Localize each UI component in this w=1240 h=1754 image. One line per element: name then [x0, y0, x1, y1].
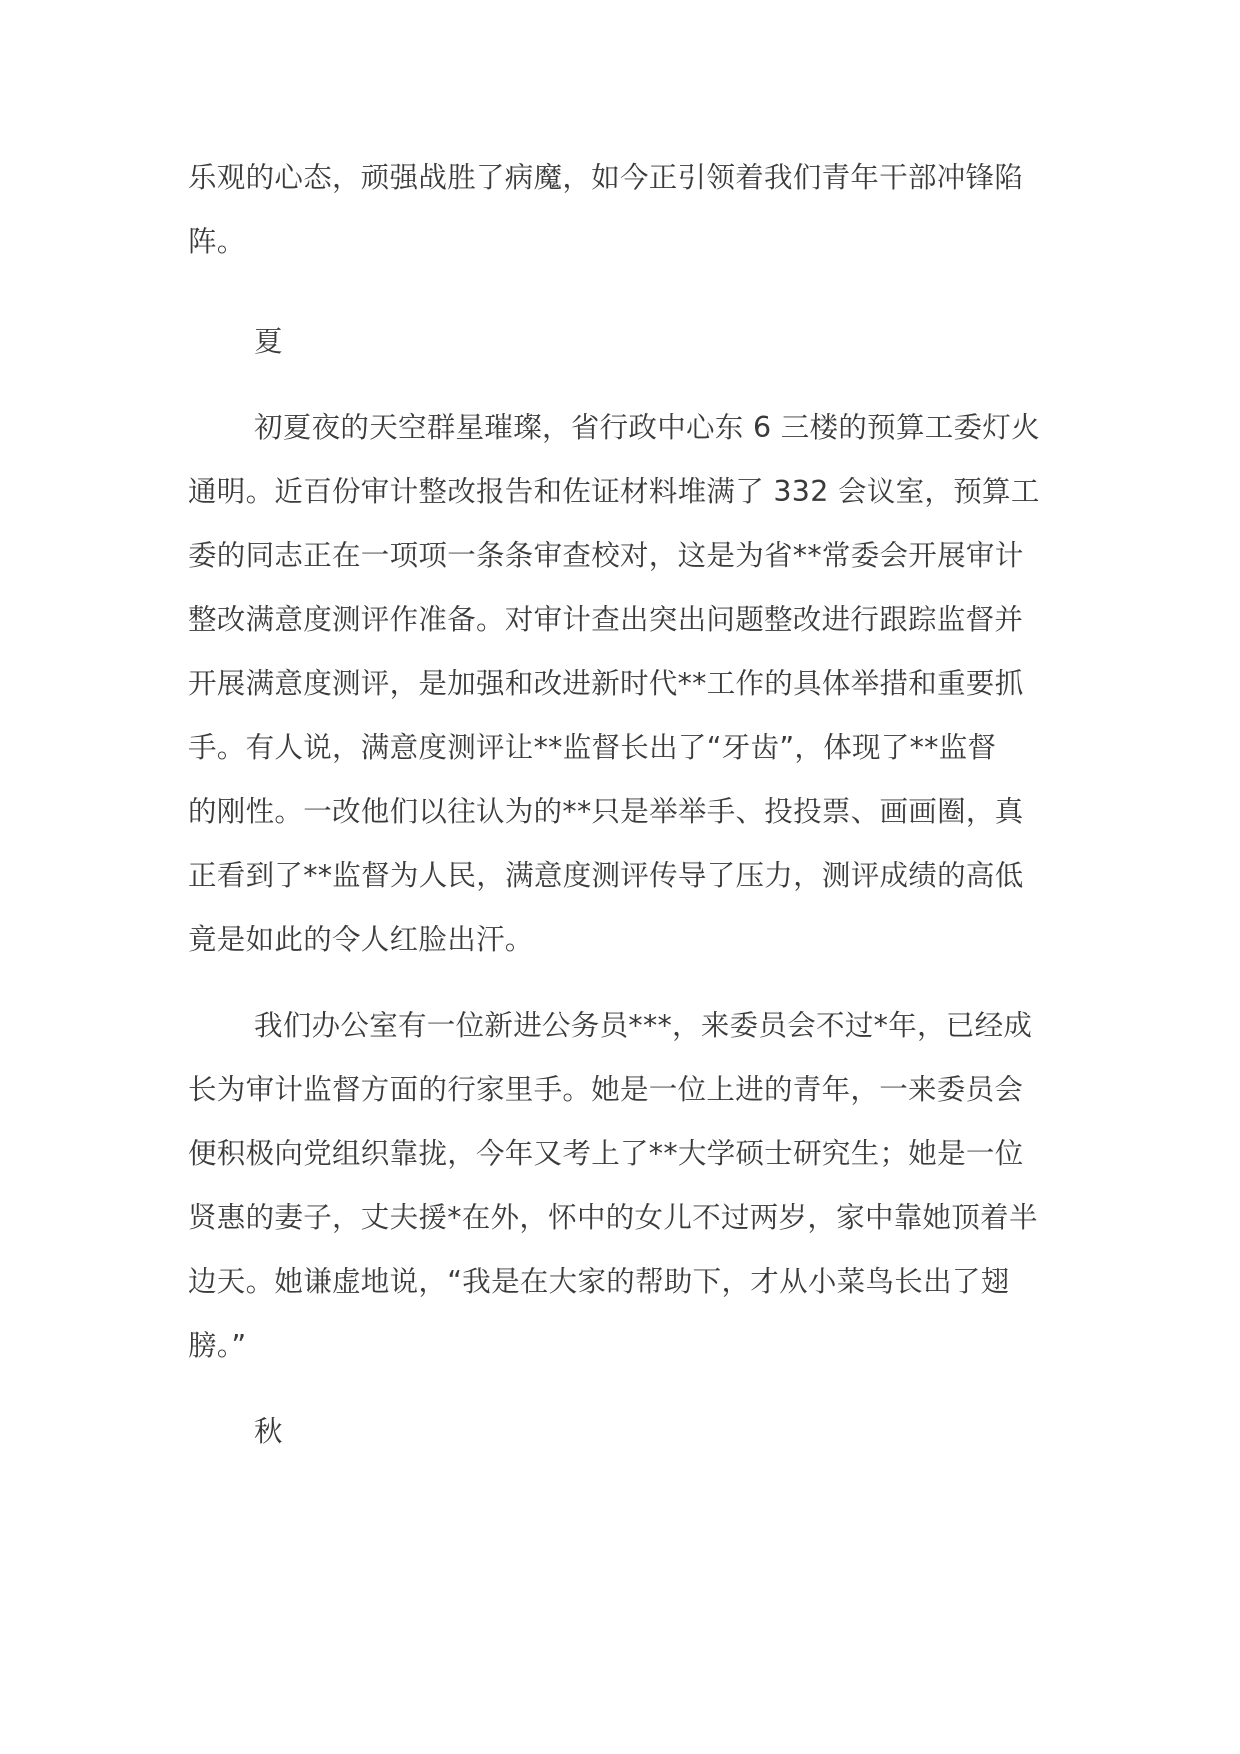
text-line-10: 正看到了**监督为人民，满意度测评传导了压力，测评成绩的高低 [188, 859, 1024, 892]
text-line-15: 贤惠的妻子，丈夫援*在外，怀中的女儿不过两岁，家中靠她顶着半 [188, 1201, 1038, 1234]
text-line-13: 长为审计监督方面的行家里手。她是一位上进的青年，一来委员会 [188, 1073, 1024, 1106]
text-line-7: 开展满意度测评，是加强和改进新时代**工作的具体举措和重要抓 [188, 667, 1024, 700]
text-line-3: 初夏夜的天空群星璀璨，省行政中心东 6 三楼的预算工委灯火 [254, 411, 1040, 444]
text-line-6: 整改满意度测评作准备。对审计查出突出问题整改进行跟踪监督并 [188, 603, 1024, 636]
text-line-14: 便积极向党组织靠拢，今年又考上了**大学硕士研究生；她是一位 [188, 1137, 1024, 1170]
text-line-16: 边天。她谦虚地说，“我是在大家的帮助下，才从小菜鸟长出了翅 [188, 1265, 1010, 1298]
text-line-5: 委的同志正在一项项一条条审查校对，这是为省**常委会开展审计 [188, 539, 1024, 572]
section-heading-autumn: 秋 [254, 1415, 283, 1448]
section-heading-summer: 夏 [254, 325, 283, 358]
text-line-12: 我们办公室有一位新进公务员***，来委员会不过*年，已经成 [254, 1009, 1033, 1042]
text-line-11: 竟是如此的令人红脸出汗。 [188, 923, 534, 956]
text-line-4: 通明。近百份审计整改报告和佐证材料堆满了 332 会议室，预算工 [188, 475, 1040, 508]
text-line-17: 膀。” [188, 1329, 247, 1362]
text-line-2: 阵。 [188, 225, 246, 258]
text-line-1: 乐观的心态，顽强战胜了病魔，如今正引领着我们青年干部冲锋陷 [188, 161, 1024, 194]
text-line-9: 的刚性。一改他们以往认为的**只是举举手、投投票、画画圈，真 [188, 795, 1024, 828]
text-line-8: 手。有人说，满意度测评让**监督长出了“牙齿”，体现了**监督 [188, 731, 997, 764]
